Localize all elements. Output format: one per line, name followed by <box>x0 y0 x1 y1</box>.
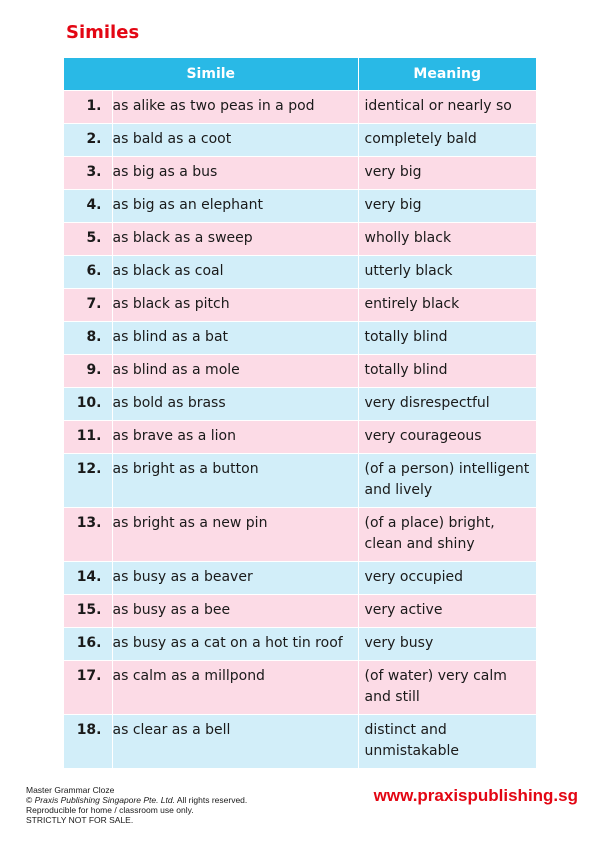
table-row <box>64 355 536 388</box>
meaning-cell: very active <box>358 595 536 628</box>
row-number: 17. <box>64 661 112 715</box>
meaning-cell: very big <box>358 190 536 223</box>
simile-cell: as busy as a beaver <box>112 562 358 595</box>
row-number: 15. <box>64 595 112 628</box>
table-row <box>64 454 536 508</box>
table-row <box>64 715 536 769</box>
row-number: 10. <box>64 388 112 421</box>
footer-usage-note: Reproducible for home / classroom use only. <box>26 805 194 815</box>
meaning-cell: identical or nearly so <box>358 91 536 124</box>
simile-cell: as big as a bus <box>112 157 358 190</box>
row-number: 2. <box>64 124 112 157</box>
row-number: 12. <box>64 454 112 508</box>
table-row <box>64 628 536 661</box>
row-number: 11. <box>64 421 112 454</box>
meaning-cell: very busy <box>358 628 536 661</box>
simile-cell: as big as an elephant <box>112 190 358 223</box>
meaning-cell: wholly black <box>358 223 536 256</box>
simile-cell: as black as pitch <box>112 289 358 322</box>
table-row <box>64 91 536 124</box>
website-link[interactable]: www.praxispublishing.sg <box>373 786 578 805</box>
table-row <box>64 388 536 421</box>
simile-cell: as busy as a bee <box>112 595 358 628</box>
meaning-cell: (of a place) bright, clean and shiny <box>358 508 536 562</box>
table-header-row <box>64 58 536 91</box>
row-number: 6. <box>64 256 112 289</box>
simile-cell: as bald as a coot <box>112 124 358 157</box>
footer-credits <box>26 785 247 825</box>
meaning-cell: distinct and unmistakable <box>358 715 536 769</box>
row-number: 7. <box>64 289 112 322</box>
row-number: 16. <box>64 628 112 661</box>
row-number: 9. <box>64 355 112 388</box>
row-number: 18. <box>64 715 112 769</box>
table-row <box>64 508 536 562</box>
simile-cell: as calm as a millpond <box>112 661 358 715</box>
meaning-cell: utterly black <box>358 256 536 289</box>
meaning-cell: very big <box>358 157 536 190</box>
simile-cell: as bold as brass <box>112 388 358 421</box>
meaning-cell: completely bald <box>358 124 536 157</box>
simile-cell: as alike as two peas in a pod <box>112 91 358 124</box>
simile-cell: as black as coal <box>112 256 358 289</box>
table-row <box>64 190 536 223</box>
table-row <box>64 256 536 289</box>
footer-publisher: Praxis Publishing Singapore Pte. Ltd. <box>34 795 175 805</box>
meaning-cell: (of a person) intelligent and lively <box>358 454 536 508</box>
table-row <box>64 157 536 190</box>
row-number: 14. <box>64 562 112 595</box>
meaning-cell: very disrespectful <box>358 388 536 421</box>
table-row <box>64 421 536 454</box>
row-number: 4. <box>64 190 112 223</box>
meaning-cell: totally blind <box>358 322 536 355</box>
meaning-cell: totally blind <box>358 355 536 388</box>
page-title: Similes <box>66 22 140 43</box>
meaning-cell: entirely black <box>358 289 536 322</box>
table-body <box>64 91 536 769</box>
table-row <box>64 661 536 715</box>
simile-cell: as bright as a button <box>112 454 358 508</box>
footer-rights: All rights reserved. <box>174 795 248 805</box>
row-number: 5. <box>64 223 112 256</box>
row-number: 3. <box>64 157 112 190</box>
simile-cell: as blind as a mole <box>112 355 358 388</box>
table-row <box>64 322 536 355</box>
footer-book-title: Master Grammar Cloze <box>26 785 115 795</box>
table-row <box>64 562 536 595</box>
simile-cell: as busy as a cat on a hot tin roof <box>112 628 358 661</box>
similes-table <box>64 58 536 768</box>
column-header-simile: Simile <box>64 58 358 91</box>
simile-cell: as bright as a new pin <box>112 508 358 562</box>
row-number: 13. <box>64 508 112 562</box>
simile-cell: as clear as a bell <box>112 715 358 769</box>
table-row <box>64 289 536 322</box>
row-number: 8. <box>64 322 112 355</box>
simile-cell: as brave as a lion <box>112 421 358 454</box>
row-number: 1. <box>64 91 112 124</box>
meaning-cell: (of water) very calm and still <box>358 661 536 715</box>
footer-copyright <box>26 795 247 805</box>
table-row <box>64 124 536 157</box>
column-header-meaning: Meaning <box>358 58 536 91</box>
meaning-cell: very courageous <box>358 421 536 454</box>
footer-not-for-sale: STRICTLY NOT FOR SALE. <box>26 815 134 825</box>
meaning-cell: very occupied <box>358 562 536 595</box>
table-row <box>64 223 536 256</box>
simile-cell: as black as a sweep <box>112 223 358 256</box>
table-row <box>64 595 536 628</box>
copyright-symbol: © <box>26 795 33 805</box>
simile-cell: as blind as a bat <box>112 322 358 355</box>
